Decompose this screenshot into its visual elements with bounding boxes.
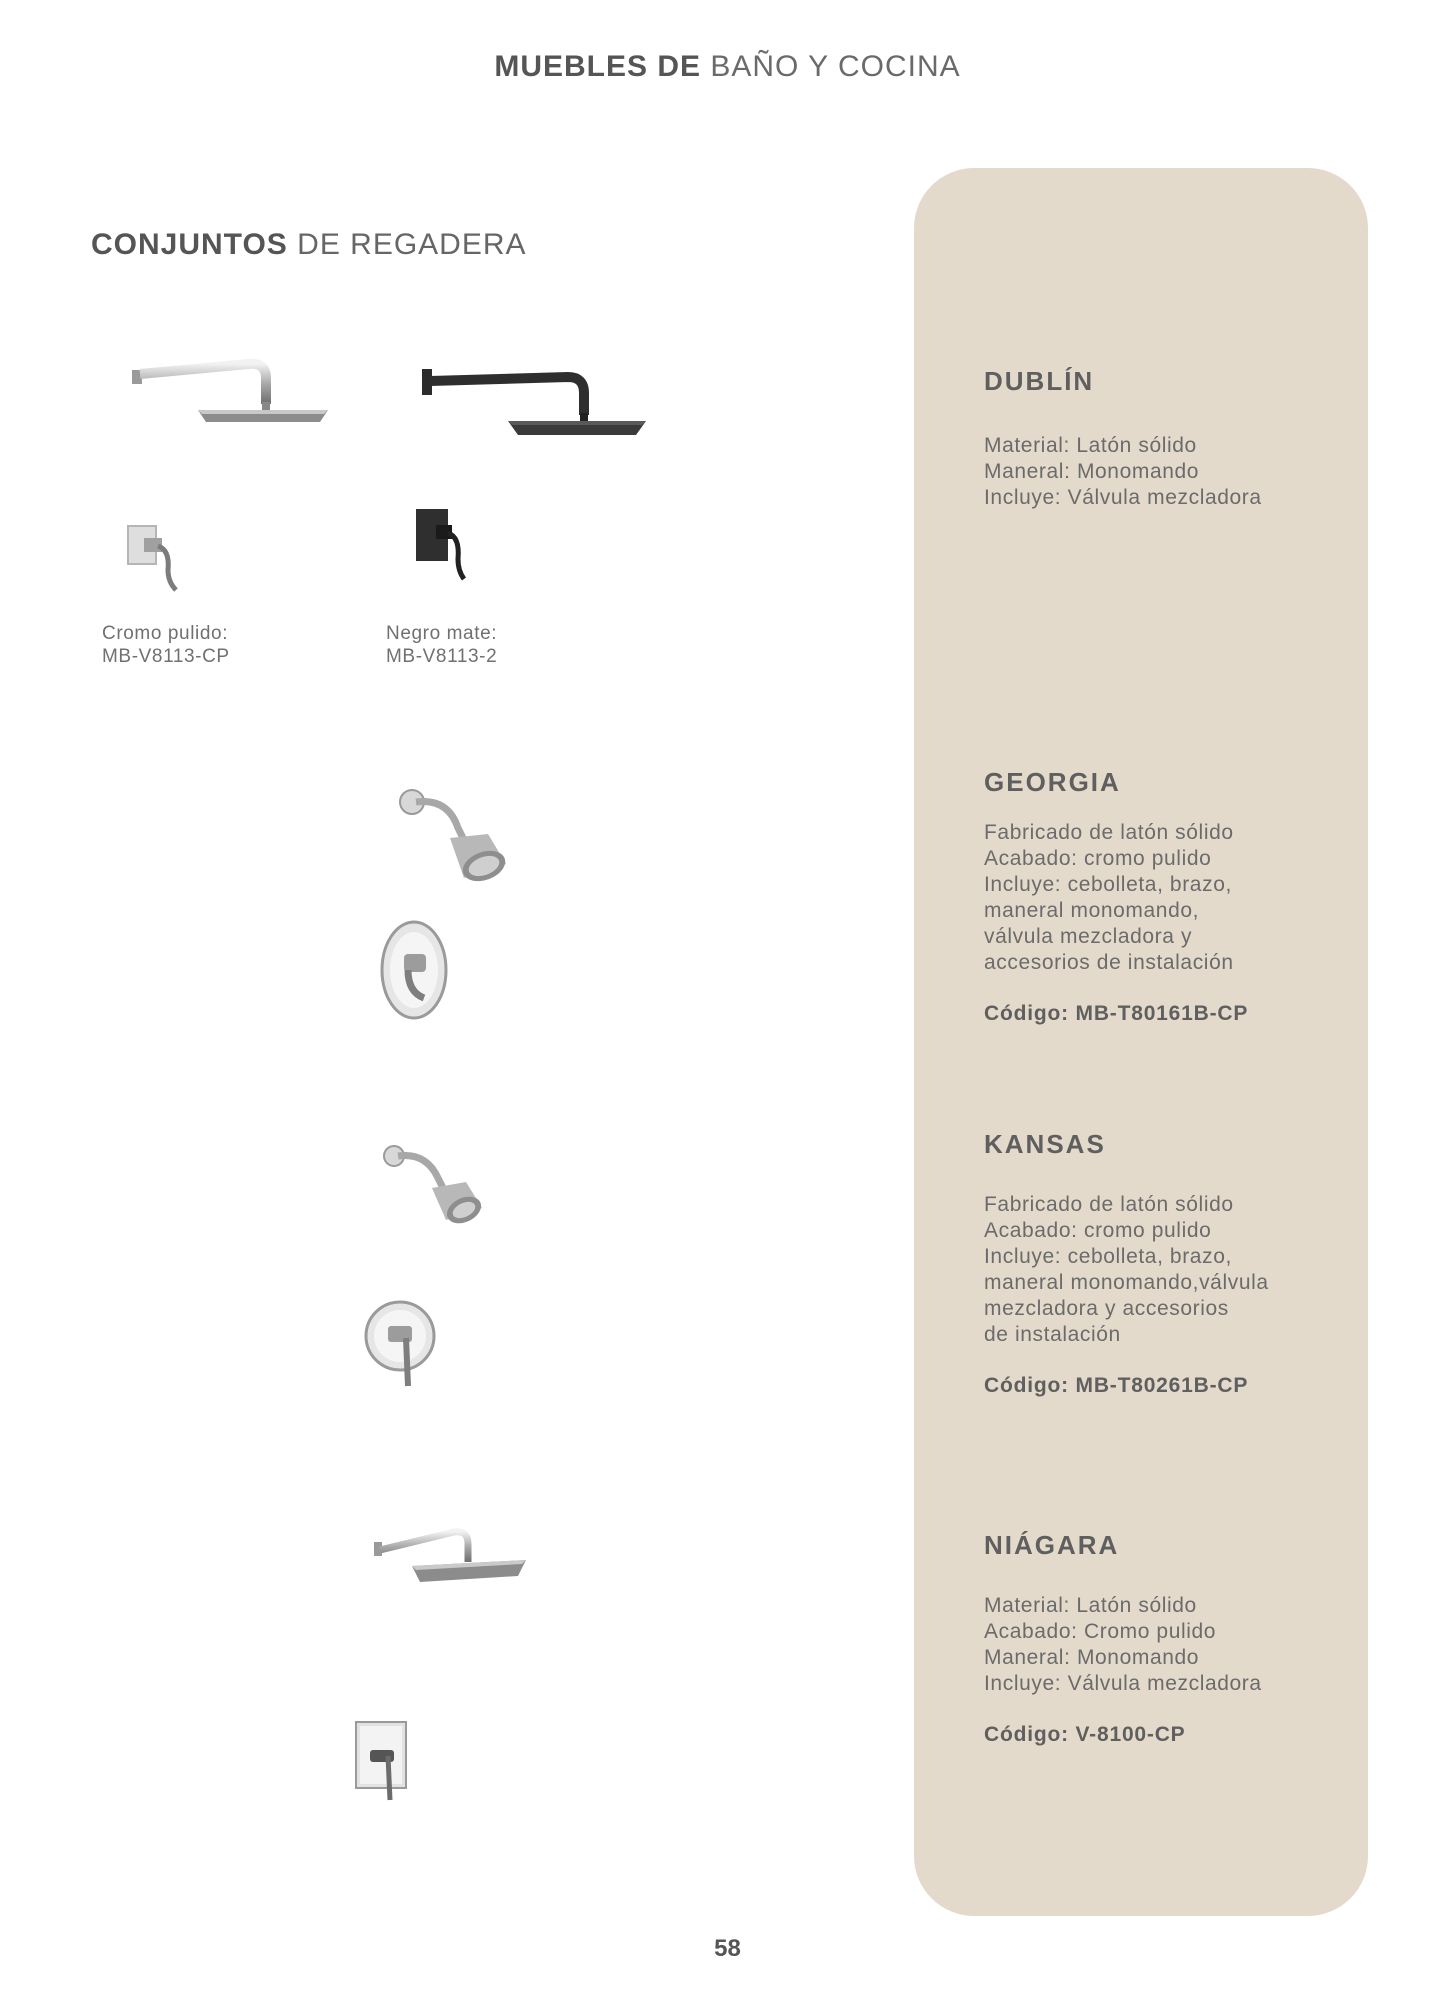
product-name: GEORGIA [984, 767, 1121, 797]
product-detail-line: Acabado: cromo pulido [984, 1219, 1212, 1242]
variant-label: Negro mate: [386, 623, 498, 644]
product-niagara [984, 1530, 1344, 1747]
variant-caption-chrome [102, 622, 230, 668]
product-code: Código: V-8100-CP [984, 1723, 1186, 1746]
kansas-showerhead-image [382, 1138, 492, 1238]
product-detail-line: Maneral: Monomando [984, 460, 1200, 483]
product-name: KANSAS [984, 1129, 1106, 1159]
dublin-black-valve-image [414, 505, 474, 585]
product-detail-line: Acabado: Cromo pulido [984, 1620, 1217, 1643]
product-georgia [984, 767, 1344, 1026]
product-detail-line: accesorios de instalación [984, 951, 1234, 974]
georgia-showerhead-image [398, 778, 508, 898]
variant-code: MB-V8113-CP [102, 646, 230, 667]
product-detail-line: Incluye: Válvula mezcladora [984, 486, 1262, 509]
product-detail-line: Maneral: Monomando [984, 1646, 1200, 1669]
product-detail-line: Acabado: cromo pulido [984, 847, 1212, 870]
kansas-valve-image [362, 1292, 442, 1392]
product-detail-line: Material: Latón sólido [984, 434, 1197, 457]
product-detail-line: Fabricado de latón sólido [984, 1193, 1234, 1216]
georgia-valve-image [378, 918, 458, 1023]
variant-label: Cromo pulido: [102, 623, 229, 644]
product-detail-line: maneral monomando, [984, 899, 1200, 922]
page-header [0, 50, 1455, 84]
section-title [91, 228, 527, 262]
product-kansas [984, 1129, 1344, 1398]
product-detail-line: Incluye: Válvula mezcladora [984, 1672, 1262, 1695]
section-title-rest: DE REGADERA [297, 228, 527, 261]
variant-code: MB-V8113-2 [386, 646, 498, 667]
product-detail-line: Incluye: cebolleta, brazo, [984, 873, 1232, 896]
section-title-bold: CONJUNTOS [91, 228, 288, 261]
dublin-chrome-showerhead-image [128, 348, 338, 428]
product-detail-line: Fabricado de latón sólido [984, 821, 1234, 844]
product-dublin [984, 366, 1344, 511]
product-detail-line: Material: Latón sólido [984, 1594, 1197, 1617]
product-detail-line: Incluye: cebolleta, brazo, [984, 1245, 1232, 1268]
header-bold: MUEBLES DE [494, 50, 702, 83]
product-detail-line: mezcladora y accesorios [984, 1297, 1229, 1320]
product-detail-line: maneral monomando,válvula [984, 1271, 1269, 1294]
product-code: Código: MB-T80261B-CP [984, 1374, 1249, 1397]
dublin-black-showerhead-image [418, 355, 648, 440]
product-code: Código: MB-T80161B-CP [984, 1002, 1249, 1025]
dublin-chrome-valve-image [126, 520, 186, 595]
niagara-valve-image [354, 1720, 414, 1802]
header-rest: BAÑO Y COCINA [710, 50, 961, 83]
product-detail-line: de instalación [984, 1323, 1121, 1346]
product-detail-line: válvula mezcladora y [984, 925, 1193, 948]
variant-caption-black [386, 622, 497, 668]
product-name: NIÁGARA [984, 1530, 1120, 1560]
page-number: 58 [714, 1935, 741, 1962]
niagara-showerhead-image [372, 1522, 532, 1592]
product-name: DUBLÍN [984, 366, 1095, 396]
